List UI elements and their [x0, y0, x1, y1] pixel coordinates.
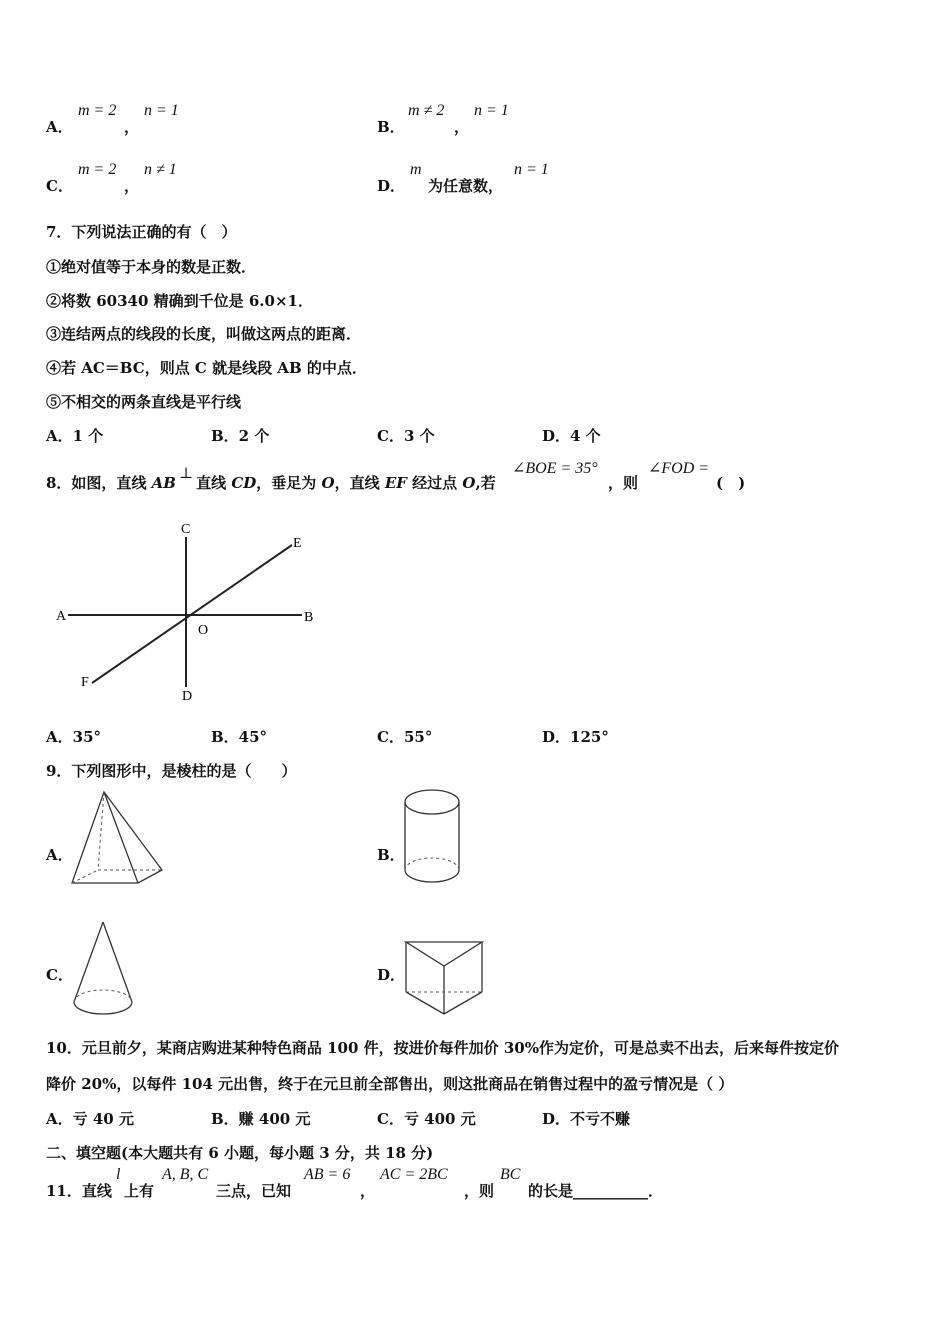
q6-option-c-n: n ≠ 1 [144, 161, 177, 178]
q11-answer-blank[interactable]: __________ [573, 1182, 649, 1200]
q8-stem-prefix: 8．如图，直线 [46, 474, 152, 492]
label-o: O [198, 623, 209, 638]
q7-statement-1: ①绝对值等于本身的数是正数． [46, 258, 257, 276]
q6-option-d-label: D． [377, 177, 406, 195]
q8-stem-mid3: ，直线 [334, 474, 385, 492]
q11-text-3: 三点，已知 [216, 1182, 292, 1200]
q7-option-b: B．2 个 [211, 427, 270, 445]
q10-option-b: B．赚 400 元 [211, 1110, 311, 1128]
q10-line-2: 降价 20%，以每件 104 元出售，终于在元旦前全部售出，则这批商品在销售过程中的盈亏情况是（ ） [46, 1075, 734, 1093]
pyramid-figure [70, 788, 165, 888]
label-a: A [56, 609, 67, 624]
label-b: B [304, 610, 314, 625]
q6-option-c-m: m = 2 [78, 161, 117, 178]
q10-option-d: D．不亏不赚 [542, 1110, 631, 1128]
q8-angle-boe: ∠BOE = 35° [512, 460, 598, 477]
q8-figure [40, 515, 340, 710]
q9-option-c-label: C． [46, 966, 73, 984]
q11-text-5 [528, 1180, 663, 1201]
q6-option-b-n: n = 1 [474, 102, 509, 119]
q10-option-a: A．亏 40 元 [46, 1110, 134, 1128]
q6-option-a-n: n = 1 [144, 102, 179, 119]
q11-text-4: ，则 [464, 1182, 495, 1200]
q7-option-c: C．3 个 [377, 427, 435, 445]
q9-stem: 9．下列图形中，是棱柱的是（ ） [46, 762, 297, 780]
triangular-prism-figure [402, 938, 486, 1020]
q8-stem [46, 464, 496, 493]
q8-point-o: O [321, 474, 335, 492]
q10-line-1: 10．元旦前夕，某商店购进某种特色商品 100 件，按进价每件加价 30%作为定价，可是总卖不出去，后来每件按定价 [46, 1039, 839, 1057]
q8-paren: ( ) [716, 474, 746, 492]
q9-option-a-label: A． [46, 846, 73, 864]
q11-points-abc: A, B, C [162, 1166, 209, 1183]
q6-option-b-label: B． [377, 118, 405, 136]
q7-statement-3: ③连结两点的线段的长度，叫做这两点的距离． [46, 325, 362, 343]
q6-option-a-m: m = 2 [78, 102, 117, 119]
label-d: D [182, 689, 193, 704]
q10-option-c: C．亏 400 元 [377, 1110, 476, 1128]
q8-angle-fod: ∠FOD = [648, 460, 710, 477]
q11-comma: ， [360, 1182, 376, 1200]
q9-option-b-label: B． [377, 846, 405, 864]
q8-perp-symbol: ⊥ [179, 464, 194, 482]
q8-line-ef: EF [384, 474, 407, 492]
q6-option-a-comma: ， [124, 118, 140, 136]
q7-statement-5: ⑤不相交的两条直线是平行线 [46, 393, 242, 411]
q6-option-d-m: m [410, 161, 422, 178]
q8-stem-mid5: ,若 [475, 474, 496, 492]
q9-option-d-label: D． [377, 966, 406, 984]
q11-text-5-label: 的长是 [528, 1182, 574, 1200]
q11-prefix: 11．直线 [46, 1182, 112, 1200]
label-e: E [293, 536, 302, 551]
q8-option-d: D．125° [542, 728, 609, 746]
q6-option-d-text: 为任意数， [428, 177, 504, 195]
q8-stem-mid2: ，垂足为 [256, 474, 322, 492]
q8-stem-mid4: 经过点 [406, 474, 463, 492]
q7-statement-2: ②将数 60340 精确到千位是 6.0×1． [46, 292, 313, 310]
q8-point-o2: O [462, 474, 476, 492]
q8-option-a: A．35° [46, 728, 102, 746]
q6-option-b-m: m ≠ 2 [408, 102, 445, 119]
label-f: F [81, 675, 89, 690]
q8-stem-mid6: ，则 [608, 474, 639, 492]
section-2-title: 二、填空题(本大题共有 6 小题，每小题 3 分，共 18 分) [46, 1144, 434, 1162]
label-c: C [181, 522, 191, 537]
q6-option-c-label: C． [46, 177, 73, 195]
q7-statement-4: ④若 AC＝BC，则点 C 就是线段 AB 的中点． [46, 359, 367, 377]
q8-option-b: B．45° [211, 728, 268, 746]
q7-option-d: D．4 个 [542, 427, 601, 445]
q8-line-ab: AB [151, 474, 176, 492]
cylinder-figure [401, 786, 467, 888]
q7-option-a: A．1 个 [46, 427, 104, 445]
q7-stem: 7．下列说法正确的有（ ） [46, 223, 237, 241]
q11-text-2: 上有 [124, 1182, 155, 1200]
q11-bc: BC [500, 1166, 521, 1183]
q6-option-a-label: A． [46, 118, 73, 136]
q8-option-c: C．55° [377, 728, 433, 746]
q6-option-d-n: n = 1 [514, 161, 549, 178]
q11-line-l: l [116, 1166, 121, 1183]
q11-period: ． [648, 1182, 664, 1200]
cone-figure [70, 918, 136, 1022]
q6-option-b-comma: ， [454, 118, 470, 136]
q6-option-c-comma: ， [124, 177, 140, 195]
q11-ab-equals-6: AB = 6 [304, 1166, 351, 1183]
q11-ac-equals-2bc: AC = 2BC [380, 1166, 448, 1183]
q8-line-cd: CD [231, 474, 257, 492]
q8-stem-mid1: 直线 [196, 474, 232, 492]
